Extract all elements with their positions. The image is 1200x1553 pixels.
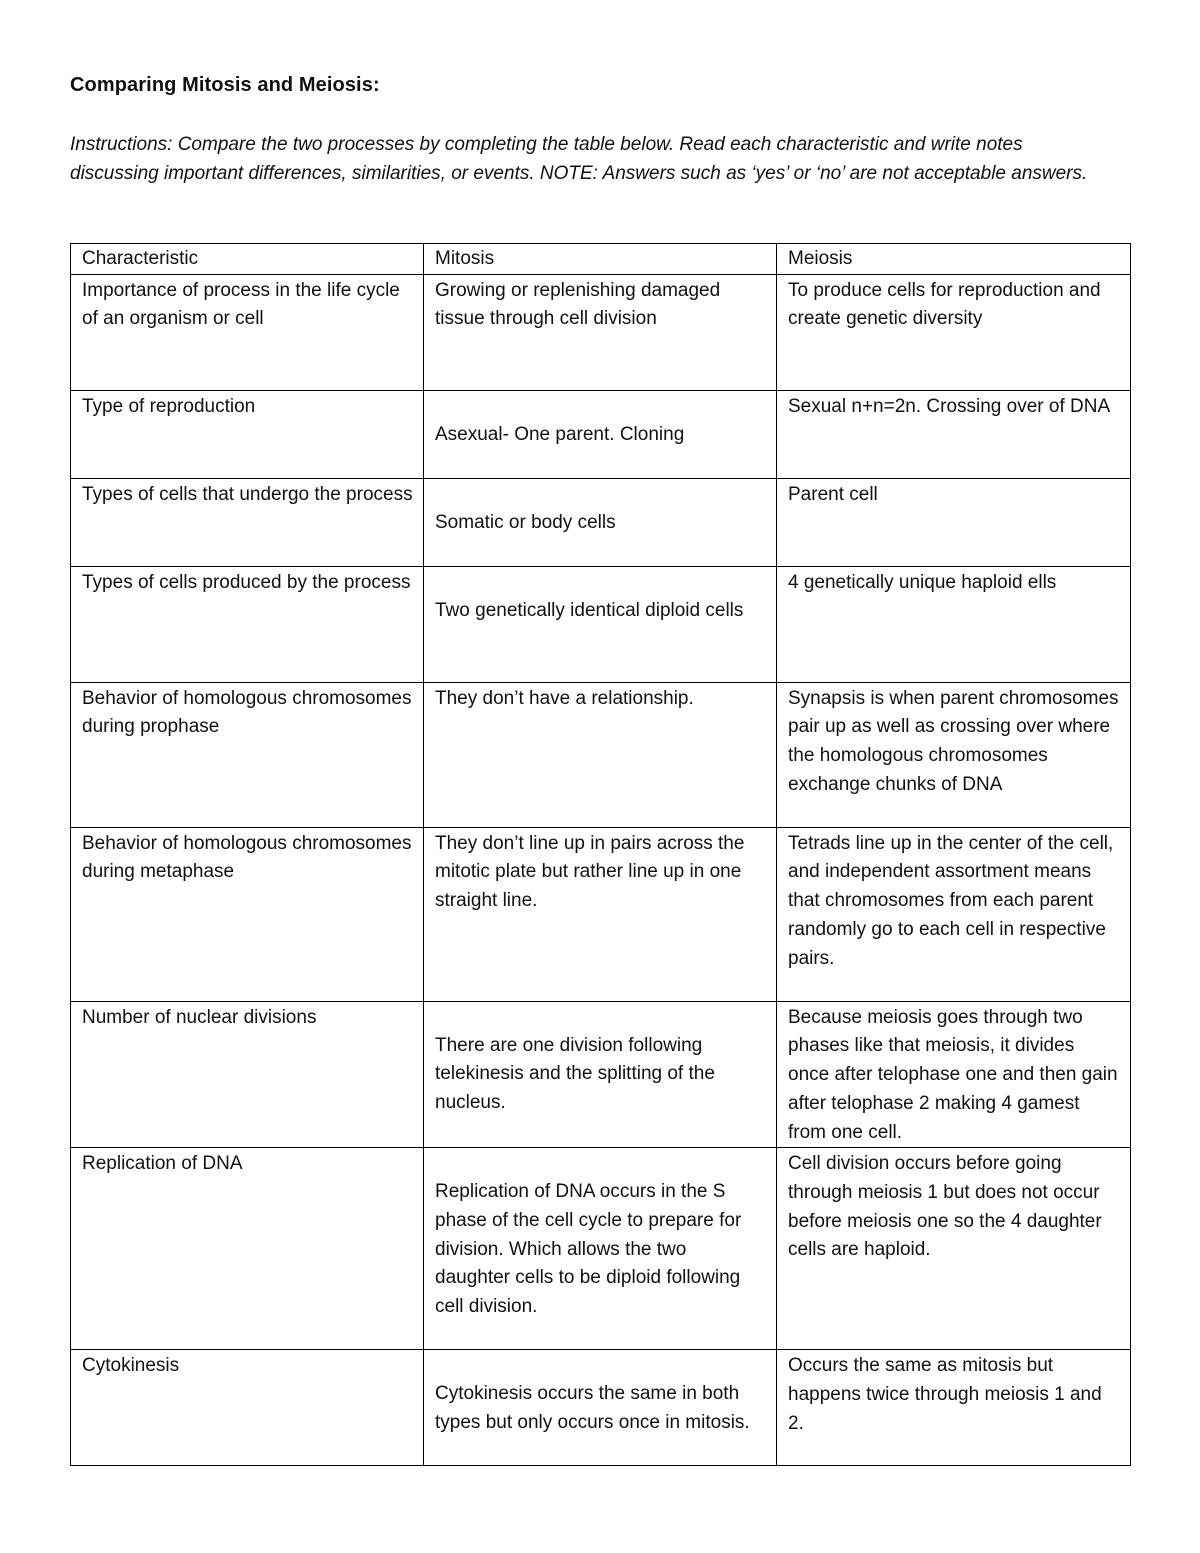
characteristic-cell: Behavior of homologous chromosomes during prophase <box>71 682 424 827</box>
characteristic-cell: Types of cells that undergo the process <box>71 478 424 566</box>
table-row <box>71 478 1131 566</box>
table-row <box>71 1148 1131 1350</box>
header-meiosis: Meiosis <box>777 244 1131 275</box>
instructions-text: Instructions: Compare the two processes by completing the table below. Read each characteristic and write notes discussing important differences, similarities, or events. NOTE: Answers such as ‘yes’ or ‘no’ are not acceptable answers. <box>70 134 1088 184</box>
table-row <box>71 274 1131 390</box>
table-row <box>71 1001 1131 1148</box>
header-mitosis: Mitosis <box>424 244 777 275</box>
characteristic-cell: Number of nuclear divisions <box>71 1001 424 1148</box>
meiosis-cell: Cell division occurs before going through meiosis 1 but does not occur before meiosis one so the 4 daughter cells are haploid. <box>777 1148 1131 1350</box>
table-header-row <box>71 244 1131 275</box>
table-row <box>71 1350 1131 1466</box>
mitosis-cell: They don’t line up in pairs across the mitotic plate but rather line up in one straight line. <box>424 827 777 1001</box>
meiosis-cell: To produce cells for reproduction and create genetic diversity <box>777 274 1131 390</box>
characteristic-cell: Type of reproduction <box>71 390 424 478</box>
meiosis-cell: Synapsis is when parent chromosomes pair up as well as crossing over where the homologous chromosomes exchange chunks of DNA <box>777 682 1131 827</box>
mitosis-cell: Replication of DNA occurs in the S phase of the cell cycle to prepare for division. Which allows the two daughter cells to be diploid following cell division. <box>424 1148 777 1350</box>
meiosis-cell: Parent cell <box>777 478 1131 566</box>
characteristic-cell: Replication of DNA <box>71 1148 424 1350</box>
meiosis-cell: 4 genetically unique haploid ells <box>777 566 1131 682</box>
page-title: Comparing Mitosis and Meiosis: <box>70 74 380 96</box>
characteristic-cell: Importance of process in the life cycle of an organism or cell <box>71 274 424 390</box>
mitosis-cell: They don’t have a relationship. <box>424 682 777 827</box>
mitosis-cell: Asexual- One parent. Cloning <box>424 390 777 478</box>
table-row <box>71 566 1131 682</box>
mitosis-cell: Cytokinesis occurs the same in both types but only occurs once in mitosis. <box>424 1350 777 1466</box>
meiosis-cell: Occurs the same as mitosis but happens twice through meiosis 1 and 2. <box>777 1350 1131 1466</box>
characteristic-cell: Types of cells produced by the process <box>71 566 424 682</box>
table-row <box>71 390 1131 478</box>
mitosis-cell: There are one division following telekinesis and the splitting of the nucleus. <box>424 1001 777 1148</box>
table-row <box>71 827 1131 1001</box>
characteristic-cell: Cytokinesis <box>71 1350 424 1466</box>
meiosis-cell: Because meiosis goes through two phases like that meiosis, it divides once after telophase one and then gain after telophase 2 making 4 gamest from one cell. <box>777 1001 1131 1148</box>
meiosis-cell: Sexual n+n=2n. Crossing over of DNA <box>777 390 1131 478</box>
mitosis-cell: Growing or replenishing damaged tissue through cell division <box>424 274 777 390</box>
meiosis-cell: Tetrads line up in the center of the cell, and independent assortment means that chromosomes from each parent randomly go to each cell in respective pairs. <box>777 827 1131 1001</box>
comparison-table <box>70 243 1131 1466</box>
mitosis-cell: Two genetically identical diploid cells <box>424 566 777 682</box>
characteristic-cell: Behavior of homologous chromosomes during metaphase <box>71 827 424 1001</box>
table-row <box>71 682 1131 827</box>
header-characteristic: Characteristic <box>71 244 424 275</box>
mitosis-cell: Somatic or body cells <box>424 478 777 566</box>
